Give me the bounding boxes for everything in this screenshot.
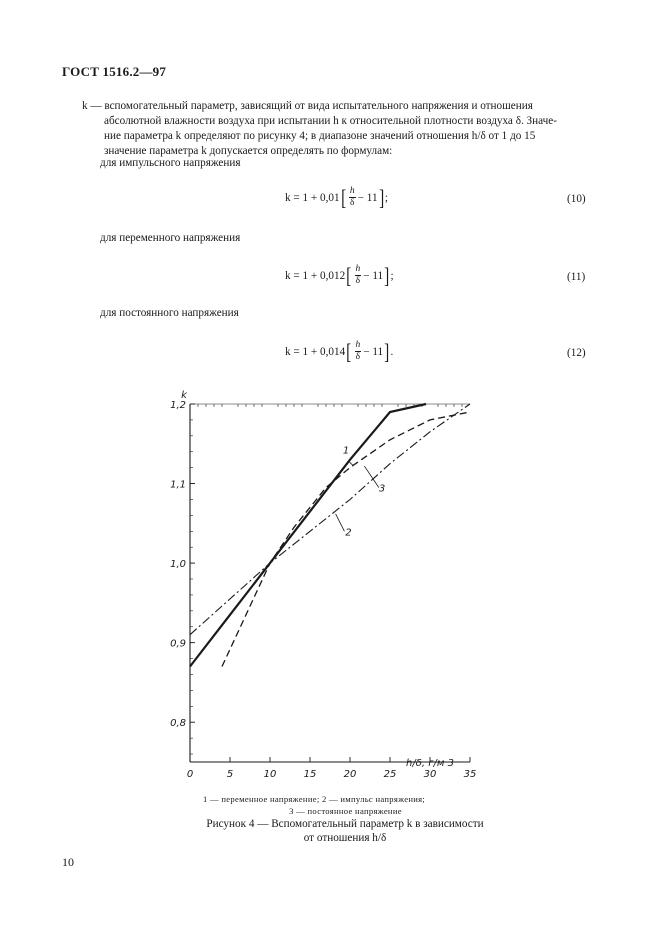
formula-11-lhs: k = 1 + 0,012 <box>285 269 346 282</box>
series-1-curve <box>190 404 426 667</box>
curve-1-leader <box>349 462 353 466</box>
formula-10-fraction <box>349 186 356 209</box>
formula-12-tail: − 11 <box>363 345 384 358</box>
formula-bracket-close: ] <box>378 184 384 210</box>
formula-12 <box>285 340 393 363</box>
y-tick-label: 0,8 <box>170 718 186 730</box>
formula-12-lhs: k = 1 + 0,014 <box>285 345 346 358</box>
x-tick-label: 10 <box>263 769 277 780</box>
formula-11-end: ; <box>390 269 394 282</box>
fraction-denominator: δ <box>355 352 361 362</box>
fraction-numerator: h <box>349 186 355 196</box>
equation-number-10: (10) <box>567 193 586 205</box>
formula-12-label: для постоянного напряжения <box>100 307 239 319</box>
formula-11 <box>285 264 394 287</box>
formula-10-tail: − 11 <box>357 191 378 204</box>
formula-bracket-open: [ <box>340 184 346 210</box>
page-number: 10 <box>62 855 74 869</box>
formula-bracket-close: ] <box>384 262 390 288</box>
formula-10 <box>285 186 388 209</box>
y-tick-label: 1,0 <box>170 559 186 571</box>
formula-bracket-open: [ <box>346 262 352 288</box>
caption-line-2: от отношения h/δ <box>303 832 387 844</box>
legend-line-2: 3 — постоянное напряжение <box>289 806 402 816</box>
curve-3-label: 3 <box>378 483 386 495</box>
curve-3-leader <box>364 466 378 487</box>
formula-10-lhs: k = 1 + 0,01 <box>285 191 340 204</box>
formula-10-end: ; <box>384 191 388 204</box>
curve-1-label: 1 <box>342 445 350 457</box>
parameter-description <box>82 99 600 159</box>
paragraph-line-4: значение параметра k допускается определять по формулам: <box>104 145 393 157</box>
formula-bracket-open: [ <box>346 338 352 364</box>
equation-number-11: (11) <box>567 271 586 283</box>
caption-line-1: Рисунок 4 — Вспомогательный параметр k в зависимости <box>206 818 484 830</box>
figure-caption <box>200 817 490 845</box>
x-tick-label: 25 <box>383 769 397 780</box>
x-axis-label: h/δ, г/м 3 <box>406 758 454 769</box>
x-tick-label: 0 <box>186 769 194 780</box>
formula-11-tail: − 11 <box>363 269 384 282</box>
figure-legend <box>203 793 488 817</box>
curve-2-leader <box>336 514 345 532</box>
y-tick-label: 0,9 <box>170 638 186 650</box>
x-tick-label: 5 <box>226 769 234 780</box>
formula-11-fraction <box>355 264 362 287</box>
curve-2-label: 2 <box>345 527 352 539</box>
fraction-numerator: h <box>355 340 361 350</box>
x-tick-label: 15 <box>303 769 317 780</box>
series-2-curve <box>190 404 470 635</box>
y-tick-label: 1,2 <box>170 400 186 411</box>
fraction-denominator: δ <box>355 276 361 286</box>
x-tick-label: 30 <box>423 769 437 780</box>
fraction-numerator: h <box>355 264 361 274</box>
formula-11-label: для переменного напряжения <box>100 232 241 244</box>
series-3-curve <box>222 412 470 667</box>
fraction-denominator: δ <box>350 198 355 208</box>
formula-12-fraction <box>355 340 362 363</box>
formula-12-end: . <box>390 345 394 358</box>
legend-line-1: 1 — переменное напряжение; 2 — импульс напряжения; <box>203 794 426 804</box>
document-header: ГОСТ 1516.2—97 <box>62 64 167 79</box>
formula-bracket-close: ] <box>384 338 390 364</box>
paragraph-line-1: k — вспомогательный параметр, зависящий от вида испытательного напряжения и отношения <box>82 100 533 112</box>
formula-10-label: для импульсного напряжения <box>100 157 241 169</box>
paragraph-line-2: абсолютной влажности воздуха при испытании h к относительной плотности воздуха δ. Значе- <box>104 115 557 127</box>
x-tick-label: 20 <box>343 769 357 780</box>
equation-number-12: (12) <box>567 347 586 359</box>
y-axis-label: k <box>181 390 187 401</box>
y-tick-label: 1,1 <box>170 479 186 491</box>
paragraph-line-3: ние параметра k определяют по рисунку 4; в диапазоне значений отношения h/δ от 1 до 15 <box>104 130 536 142</box>
x-tick-label: 35 <box>463 769 477 780</box>
